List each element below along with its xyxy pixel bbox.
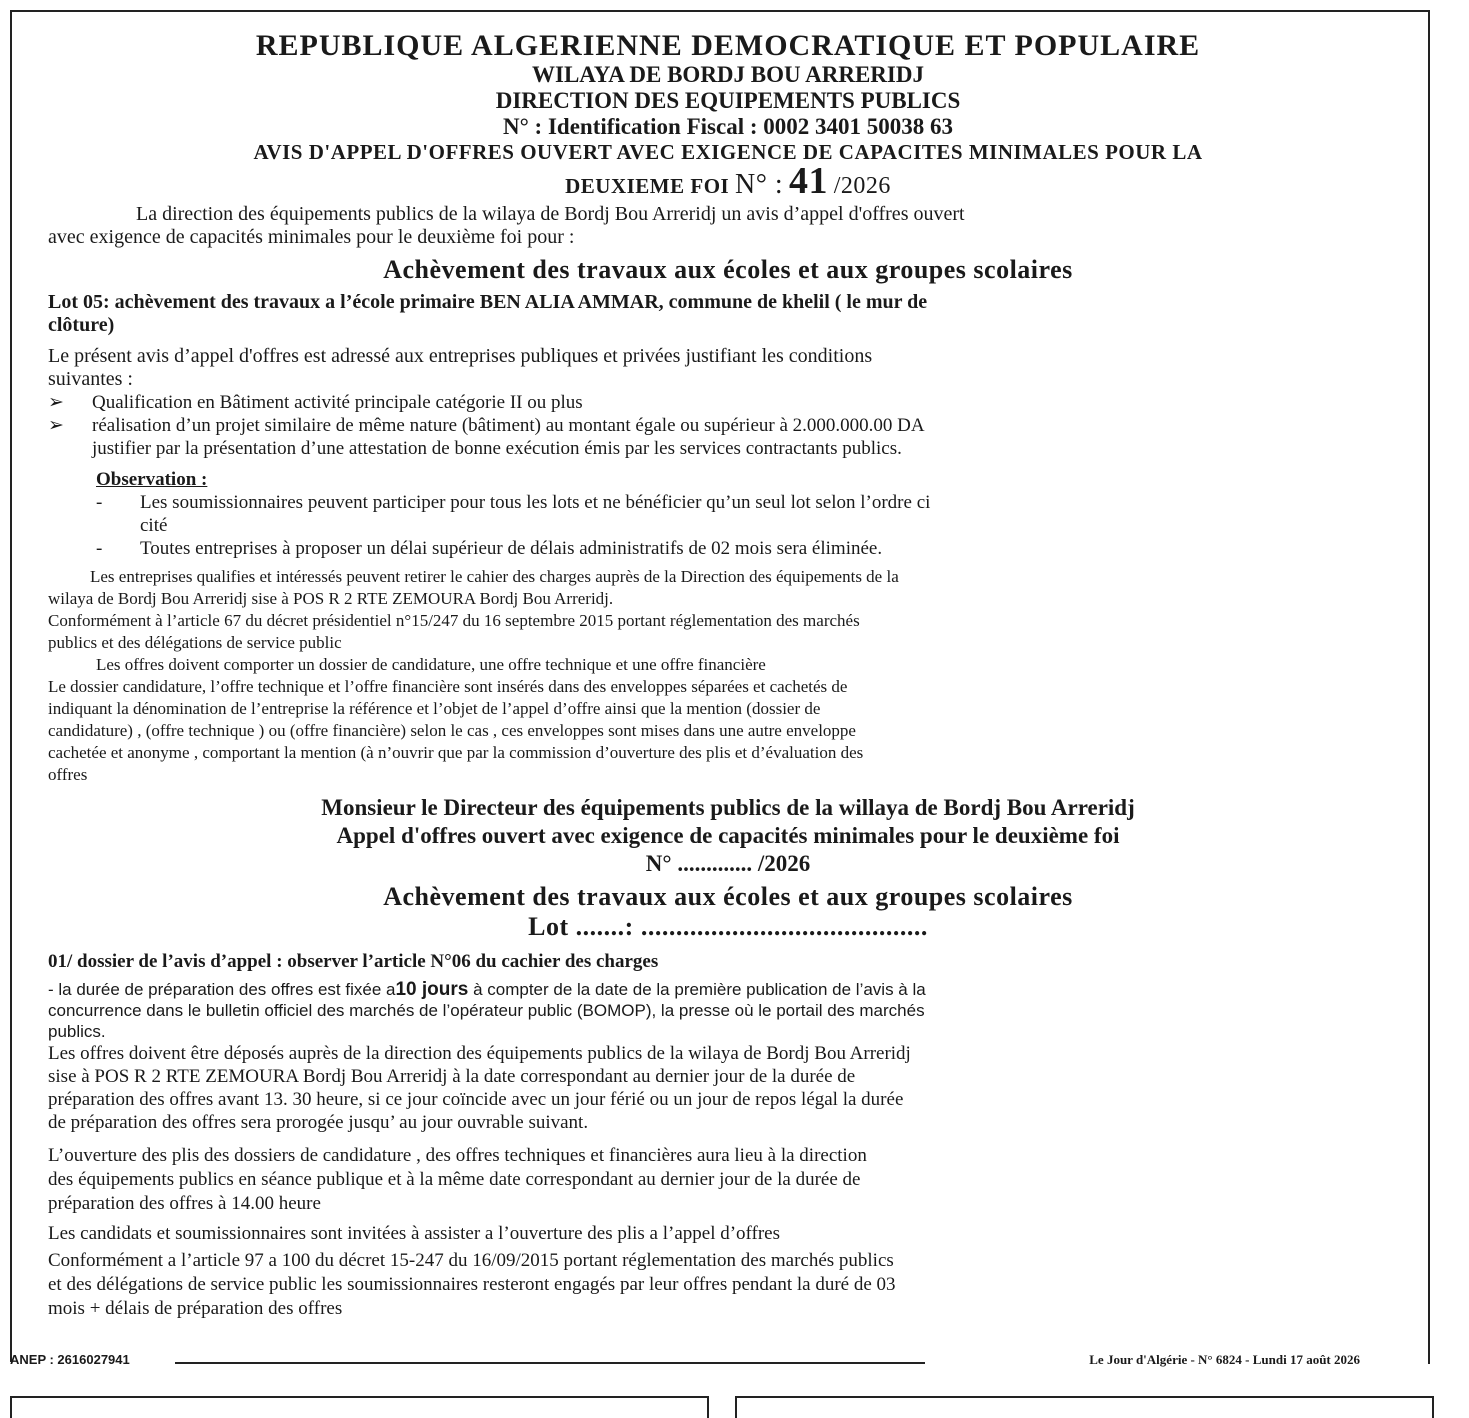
footer (10, 1352, 1430, 1376)
notice-page (48, 28, 1408, 1321)
condition-bullet-1 (48, 391, 1408, 414)
intro-line-1: La direction des équipements publics de la wilaya de Bordj Bou Arreridj un avis d’appel d'offres ouvert (136, 203, 965, 225)
engagement-line-1: Conformément a l’article 97 a 100 du décret 15-247 du 16/09/2015 portant réglementation des marchés publics (48, 1250, 894, 1271)
footer-right-edge (1428, 1350, 1430, 1364)
depot-line-4: de préparation des offres sera prorogée jusqu’ au jour ouvrable suivant. (48, 1112, 589, 1133)
duree-line-1-start: - la durée de préparation des offres est fixée a (48, 980, 396, 999)
header-republic: REPUBLIQUE ALGERIENNE DEMOCRATIQUE ET POPULAIRE (255, 29, 1201, 62)
project-title: Achèvement des travaux aux écoles et aux groupes scolaires (383, 255, 1073, 284)
engagement-line-2: et des délégations de service public les soumissionnaires resteront engagés par leur offres pendant la duré de 03 (48, 1274, 896, 1295)
section-01-engagement (48, 1249, 1408, 1321)
conformement-line-2: publics et des délégations de service public (48, 633, 342, 652)
conditions-line-2: suivantes : (48, 368, 133, 390)
duree-days: 10 jours (395, 979, 469, 1000)
header-avis: AVIS D'APPEL D'OFFRES OUVERT AVEC EXIGENCE DE CAPACITES MINIMALES POUR LA (253, 140, 1203, 164)
intro-line-2: avec exigence de capacités minimales pour le deuxième foi pour : (48, 226, 575, 248)
number-label: N° : (734, 169, 784, 200)
observation-item-1 (48, 491, 1408, 537)
journal-reference: Le Jour d'Algérie - N° 6824 - Lundi 17 août 2026 (1089, 1352, 1360, 1367)
ouverture-line-2: des équipements publics en séance publique et à la même date correspondant au dernier jour de la durée de (48, 1169, 861, 1190)
depot-line-3: préparation des offres avant 13. 30 heure, si ce jour coïncide avec un jour férié ou un jour de repos légal la durée (48, 1089, 904, 1110)
header-avis-number (48, 160, 1408, 203)
condition-similar-project (92, 414, 925, 460)
anep-reference: ANEP : 2616027941 (10, 1352, 130, 1367)
retrait-line-2: wilaya de Bordj Bou Arreridj sise à POS R 2 RTE ZEMOURA Bordj Bou Arreridj. (48, 589, 614, 608)
conformement-line-1: Conformément à l’article 67 du décret présidentiel n°15/247 du 16 septembre 2015 portant réglementation des marchés (48, 611, 860, 630)
duree-line-3: publics. (48, 1022, 106, 1041)
section-01-title: 01/ dossier de l’avis d’appel : observer l’article N°06 du cachier des charges (48, 951, 659, 972)
condition-similar-project-line-2: justifier par la présentation d’une attestation de bonne exécution émis par les services contractants publics. (92, 438, 902, 459)
header-fiscal-id: N° : Identification Fiscal : 0002 3401 50038 63 (502, 114, 953, 139)
arrow-bullet-icon: ➢ (48, 415, 64, 436)
duree-line-1 (48, 979, 1408, 1000)
dossier-line-4: cachetée et anonyme , comportant la mention (à n’ouvrir que par la commission d’ouverture des plis et d’évaluation des (48, 743, 864, 762)
arrow-bullet-icon: ➢ (48, 392, 64, 413)
engagement-line-3: mois + délais de préparation des offres (48, 1298, 343, 1319)
envelope-project-title: Achèvement des travaux aux écoles et aux groupes scolaires (383, 882, 1073, 911)
lot-line-2: clôture) (48, 314, 115, 336)
condition-similar-project-line-1: réalisation d’un projet similaire de même nature (bâtiment) au montant égale ou supérieur à 2.000.000.00 DA (92, 415, 925, 436)
deuxieme-foi: DEUXIEME FOI (565, 174, 730, 198)
section-01-depot (48, 1042, 1408, 1134)
observation-lots-line-2: cité (140, 515, 168, 536)
condition-qualification: Qualification en Bâtiment activité principale catégorie II ou plus (92, 392, 583, 413)
section-01-ouverture (48, 1144, 1408, 1216)
invitation-line: Les candidats et soumissionnaires sont invitées à assister a l’ouverture des plis a l’appel d’offres (48, 1223, 781, 1244)
duree-line-2: concurrence dans le bulletin officiel des marchés de l’opérateur public (BOMOP), la presse où le portail des marchés (48, 1001, 925, 1020)
envelope-number: N° ............. /2026 (645, 851, 811, 876)
dossier-line-3: candidature) , (offre technique ) ou (offre financière) selon le cas , ces enveloppes sont mises dans une autre enveloppe (48, 721, 856, 740)
envelope-lot: Lot .......: ......................................... (528, 912, 928, 941)
retrait-line-1: Les entreprises qualifies et intéressés peuvent retirer le cahier des charges auprès de la Direction des équipements de la (90, 567, 899, 586)
dossier-line-1: Le dossier candidature, l’offre technique et l’offre financière sont insérés dans des enveloppes séparées et cachetés de (48, 677, 848, 696)
avis-number: 41 (788, 160, 828, 202)
dossier-line-2: indiquant la dénomination de l’entreprise la référence et l’objet de l’appel d’offre ainsi que la mention (dossier de (48, 699, 821, 718)
header-wilaya: WILAYA DE BORDJ BOU ARRERIDJ (532, 62, 924, 87)
observation-title: Observation : (96, 469, 208, 490)
ouverture-line-1: L’ouverture des plis des dossiers de candidature , des offres techniques et financières aura lieu à la direction (48, 1145, 867, 1166)
ouverture-line-3: préparation des offres à 14.00 heure (48, 1193, 321, 1214)
observation-item-2 (48, 537, 1408, 560)
next-ad-box-right (735, 1396, 1434, 1418)
dossier-line-5: offres (48, 765, 88, 784)
duree-line-1-end: à compter de la date de la première publication de l’avis à la (468, 980, 926, 999)
dash-marker: - (96, 538, 103, 559)
conditions-line-1: Le présent avis d’appel d'offres est adressé aux entreprises publiques et privées justifiant les conditions (48, 345, 873, 367)
observation-delay: Toutes entreprises à proposer un délai supérieur de délais administratifs de 02 mois sera éliminée. (140, 538, 883, 559)
footer-rule (175, 1362, 925, 1364)
section-01-duree (48, 979, 1408, 1042)
condition-bullet-2 (48, 414, 1408, 460)
depot-line-2: sise à POS R 2 RTE ZEMOURA Bordj Bou Arreridj à la date correspondant au dernier jour de la durée de (48, 1066, 856, 1087)
body-text (48, 566, 1408, 786)
envelope-appel: Appel d'offres ouvert avec exigence de capacités minimales pour le deuxième foi (336, 823, 1120, 848)
observation-lots-line-1: Les soumissionnaires peuvent participer pour tous les lots et ne bénéficier qu’un seul lot selon l’ordre ci (140, 492, 931, 513)
offres-composition: Les offres doivent comporter un dossier de candidature, une offre technique et une offre financière (96, 655, 766, 674)
header-direction: DIRECTION DES EQUIPEMENTS PUBLICS (495, 88, 961, 113)
lot-line-1: Lot 05: achèvement des travaux a l’école primaire BEN ALIA AMMAR, commune de khelil ( le mur de (48, 291, 928, 313)
next-ad-box-left (10, 1396, 709, 1418)
depot-line-1: Les offres doivent être déposés auprès de la direction des équipements publics de la wilaya de Bordj Bou Arreridj (48, 1043, 911, 1064)
observation-lots (140, 491, 930, 537)
avis-year: /2026 (833, 173, 891, 199)
dash-marker: - (96, 492, 103, 513)
envelope-addressee: Monsieur le Directeur des équipements publics de la willaya de Bordj Bou Arreridj (321, 795, 1135, 820)
